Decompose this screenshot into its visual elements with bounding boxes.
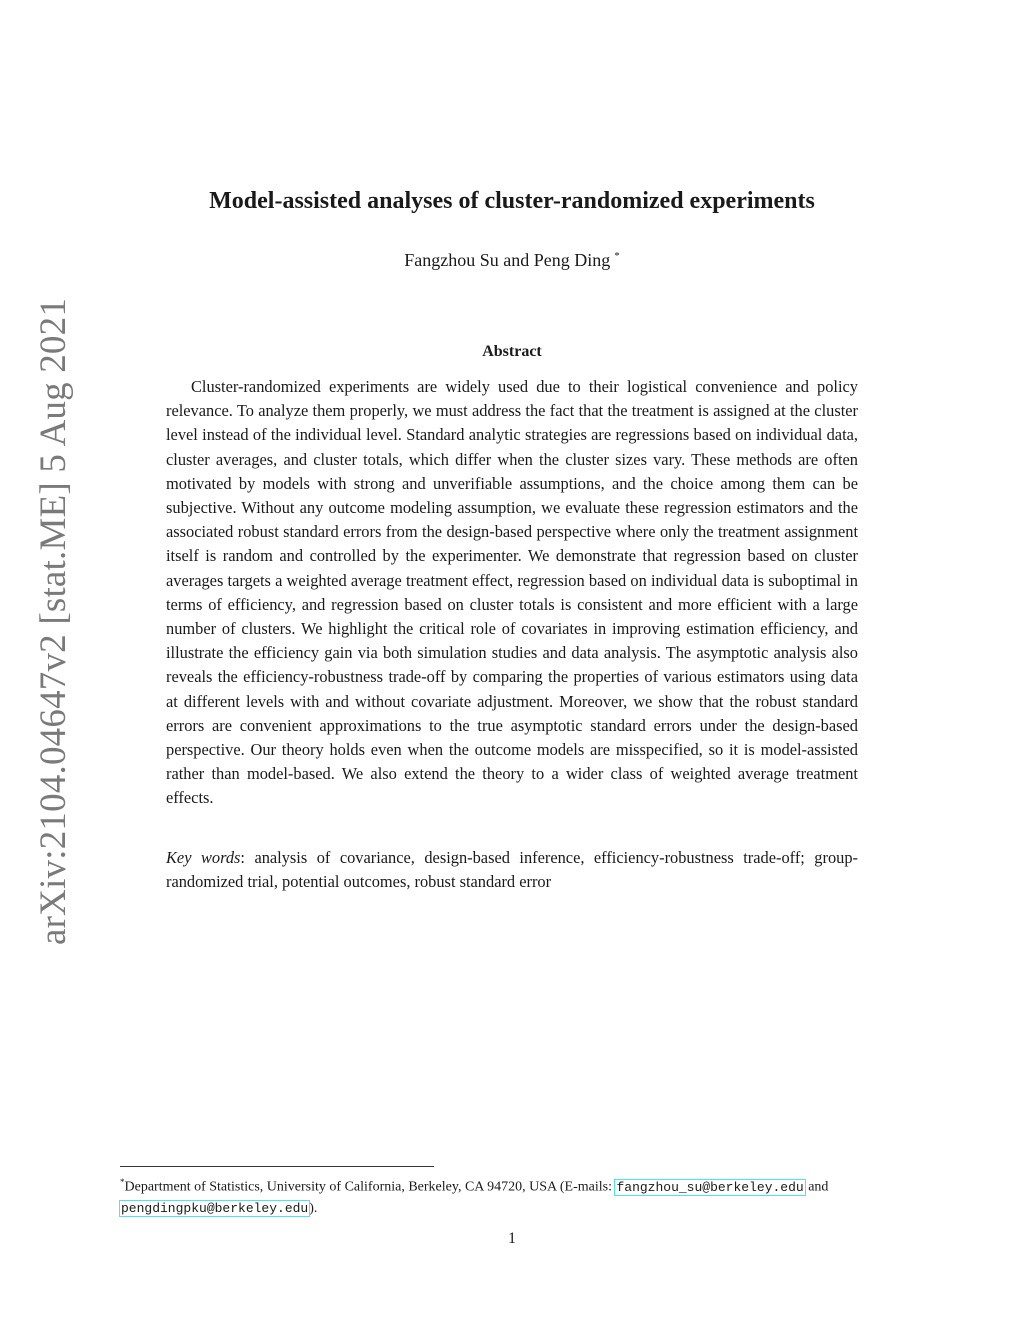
email-link-pengding[interactable]: pengdingpku@berkeley.edu [121,1200,309,1216]
page-number: 1 [508,1230,516,1247]
author-line [0,250,1024,271]
arxiv-identifier-stamp: arXiv:2104.04647v2 [stat.ME] 5 Aug 2021 [33,297,74,945]
footnote-mark: * [120,1177,125,1187]
abstract-heading: Abstract [482,343,542,360]
footnote-closing: ). [309,1200,318,1216]
footnote [120,1172,906,1219]
keywords-text: : analysis of covariance, design-based inference, efficiency-robustness trade-off; group-randomized trial, potential outcomes, robust standard error [166,848,858,892]
abstract-body: Cluster-randomized experiments are widely used due to their logistical convenience and policy relevance. To analyze them properly, we must address the fact that the treatment is assigned at the cluster level instead of the individual level. Standard analytic strategies are regressions based on individual data, cluster averages, and cluster totals, which differ when the cluster sizes vary. These methods are often motivated by models with strong and unverifiable assumptions, and the choice among them can be subjective. Without any outcome modeling assumption, we evaluate these regression estimators and the associated robust standard errors from the design-based perspective where only the treatment assignment itself is random and controlled by the experimenter. We demonstrate that regression based on cluster averages targets a weighted average treatment effect, regression based on individual data is suboptimal in terms of efficiency, and regression based on cluster totals is consistent and more efficient with a large number of clusters. We highlight the critical role of covariates in improving estimation efficiency, and illustrate the efficiency gain via both simulation studies and data analysis. The asymptotic analysis also reveals the efficiency-robustness trade-off by comparing the properties of various estimators using data at different levels with and without covariate adjustment. Moreover, we show that the robust standard errors are convenient approximations to the true asymptotic standard errors under the design-based perspective. Our theory holds even when the outcome models are misspecified, so it is model-assisted rather than model-based. We also extend the theory to a wider class of weighted average treatment effects. [166,377,858,808]
footnote-affiliation-text: Department of Statistics, University of California, Berkeley, CA 94720, USA (E-mails: [124,1179,616,1195]
keywords-label: Key words [166,848,241,867]
paper-title: Model-assisted analyses of cluster-randomized experiments [209,188,815,214]
author-names: Fangzhou Su and Peng Ding [404,250,611,270]
footnote-divider [120,1166,434,1167]
author-footnote-mark[interactable]: * [614,250,620,262]
email-link-fangzhou[interactable]: fangzhou_su@berkeley.edu [616,1179,804,1195]
footnote-connector: and [804,1179,829,1195]
keywords-paragraph [166,846,858,894]
